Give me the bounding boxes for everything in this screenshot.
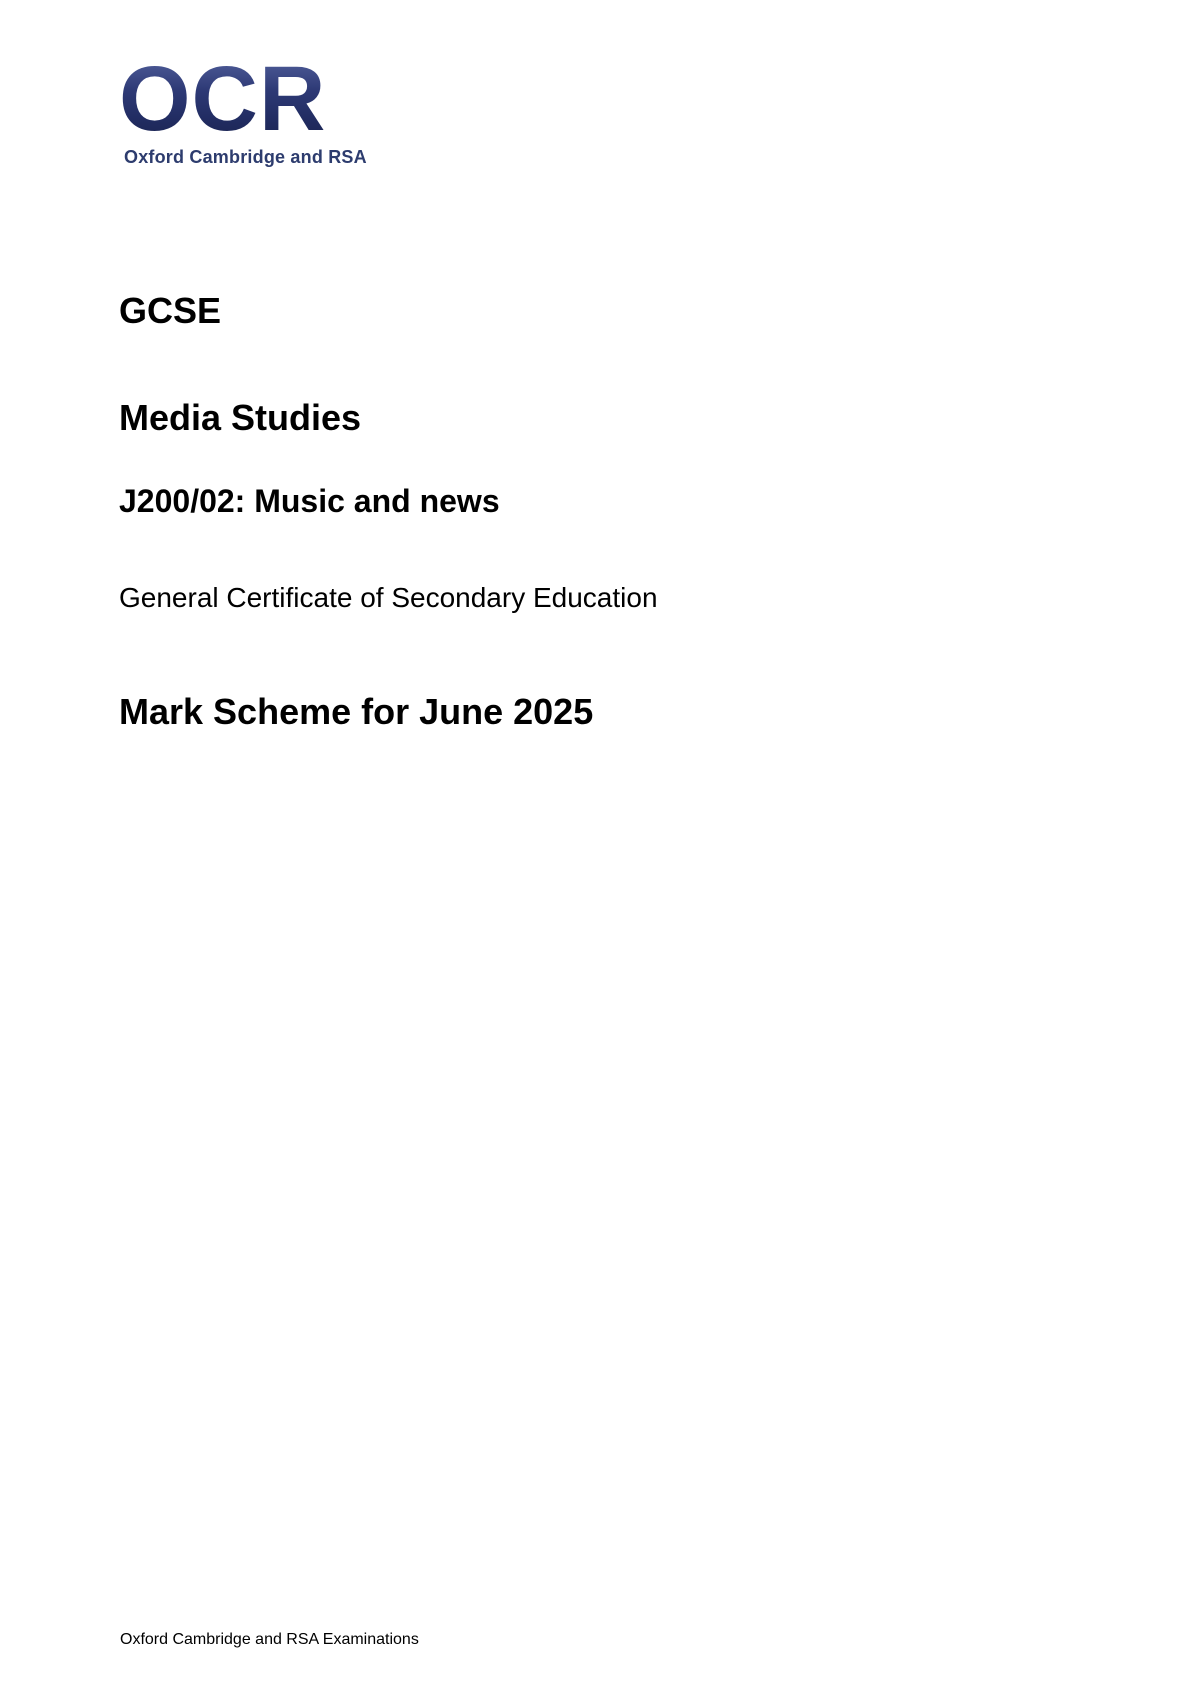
ocr-logo-tagline: Oxford Cambridge and RSA [124,147,367,167]
certificate-subtitle: General Certificate of Secondary Education [119,582,658,613]
unit-code-heading: J200/02: Music and news [119,483,500,519]
qualification-heading: GCSE [119,290,222,331]
subject-heading: Media Studies [119,397,362,438]
ocr-logo [119,48,367,168]
footer-organisation: Oxford Cambridge and RSA Examinations [120,1631,419,1648]
mark-scheme-title: Mark Scheme for June 2025 [119,691,594,732]
ocr-logo-acronym: OCR [119,48,327,150]
